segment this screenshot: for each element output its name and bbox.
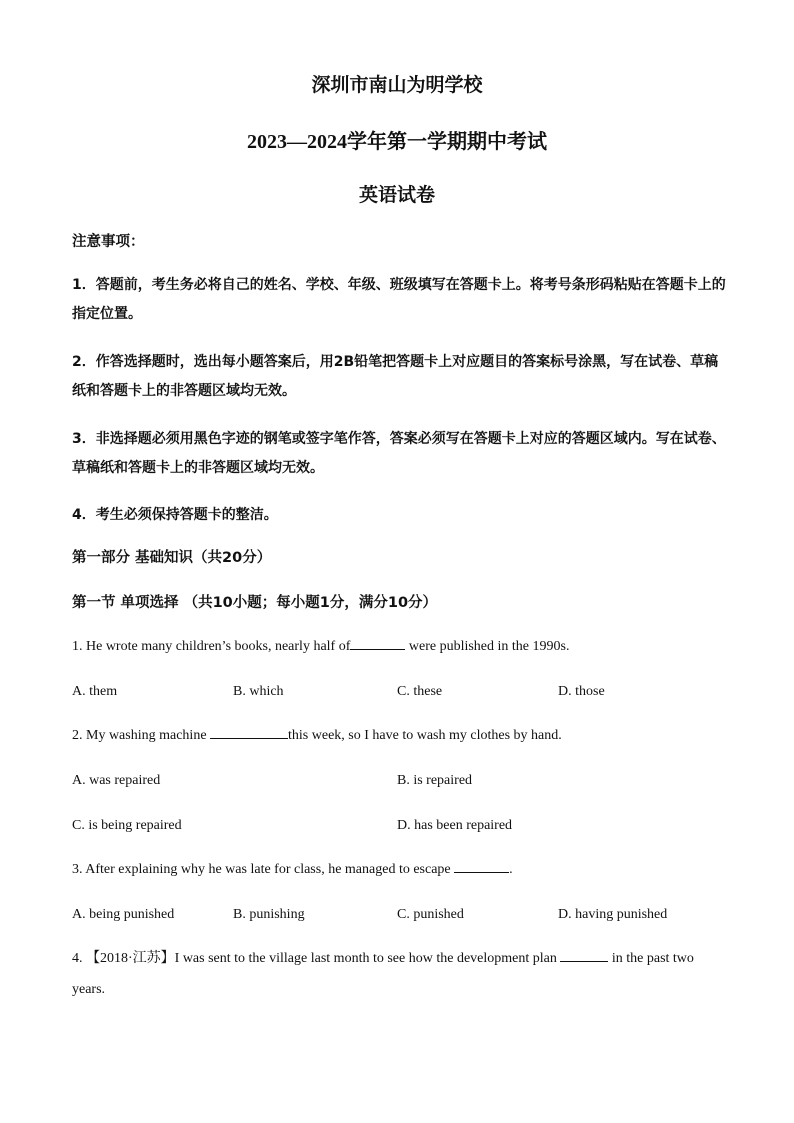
question-3 — [72, 854, 727, 885]
question-4 — [72, 943, 727, 1005]
q1-option-b: B. which — [233, 684, 284, 699]
q3-option-b: B. punishing — [233, 907, 305, 922]
q2-option-c: C. is being repaired — [72, 818, 182, 833]
notice-item-2: 2．作答选择题时，选出每小题答案后，用2B铅笔把答题卡上对应题目的答案标号涂黑，写在试卷、草稿纸和答题卡上的非答题区域均无效。 — [72, 354, 719, 399]
part1-title: 第一部分 基础知识（共20分） — [72, 550, 272, 566]
q3-option-d: D. having punished — [558, 907, 668, 922]
q3-option-a: A. being punished — [72, 907, 175, 922]
notice-item-3: 3．非选择题必须用黑色字迹的钢笔或签字笔作答，答案必须写在答题卡上对应的答题区域内。写在试卷、草稿纸和答题卡上的非答题区域均无效。 — [72, 431, 726, 476]
answer-blank — [350, 636, 405, 650]
question-2 — [72, 720, 727, 751]
subject-title: 英语试卷 — [358, 184, 435, 206]
question-4-text: 4. 【2018·江苏】I was sent to the village last month to see how the development plan — [72, 951, 561, 966]
notice-heading: 注意事项： — [72, 234, 145, 250]
q2-option-d: D. has been repaired — [397, 818, 513, 833]
exam-title: 2023—2024学年第一学期期中考试 — [247, 131, 547, 153]
q3-option-c: C. punished — [397, 907, 464, 922]
answer-blank — [454, 859, 509, 873]
q2-option-a: A. was repaired — [72, 773, 161, 788]
school-name: 深圳市南山为明学校 — [311, 74, 483, 96]
section1-title: 第一节 单项选择 （共10小题；每小题1分，满分10分） — [72, 595, 438, 611]
question-3-text-end: . — [509, 862, 513, 877]
question-3-text: 3. After explaining why he was late for class, he managed to escape — [72, 862, 455, 877]
question-1 — [72, 631, 727, 662]
q1-option-a: A. them — [72, 684, 118, 699]
notice-item-1: 1．答题前，考生务必将自己的姓名、学校、年级、班级填写在答题卡上。将考号条形码粘贴在答题卡上的指定位置。 — [72, 277, 726, 322]
q1-option-d: D. those — [558, 684, 605, 699]
notice-item-4: 4．考生必须保持答题卡的整洁。 — [72, 507, 278, 523]
question-2-text: 2. My washing machine — [72, 728, 211, 743]
answer-blank — [210, 725, 288, 739]
answer-blank — [560, 948, 608, 962]
question-1-text-end: were published in the 1990s. — [405, 639, 570, 654]
q2-option-b: B. is repaired — [397, 773, 473, 788]
question-1-text: 1. He wrote many children’s books, nearly half of — [72, 639, 351, 654]
question-4-text-end: in the past two years. — [72, 951, 694, 997]
q1-option-c: C. these — [397, 684, 443, 699]
question-2-text-end: this week, so I have to wash my clothes by hand. — [288, 728, 562, 743]
